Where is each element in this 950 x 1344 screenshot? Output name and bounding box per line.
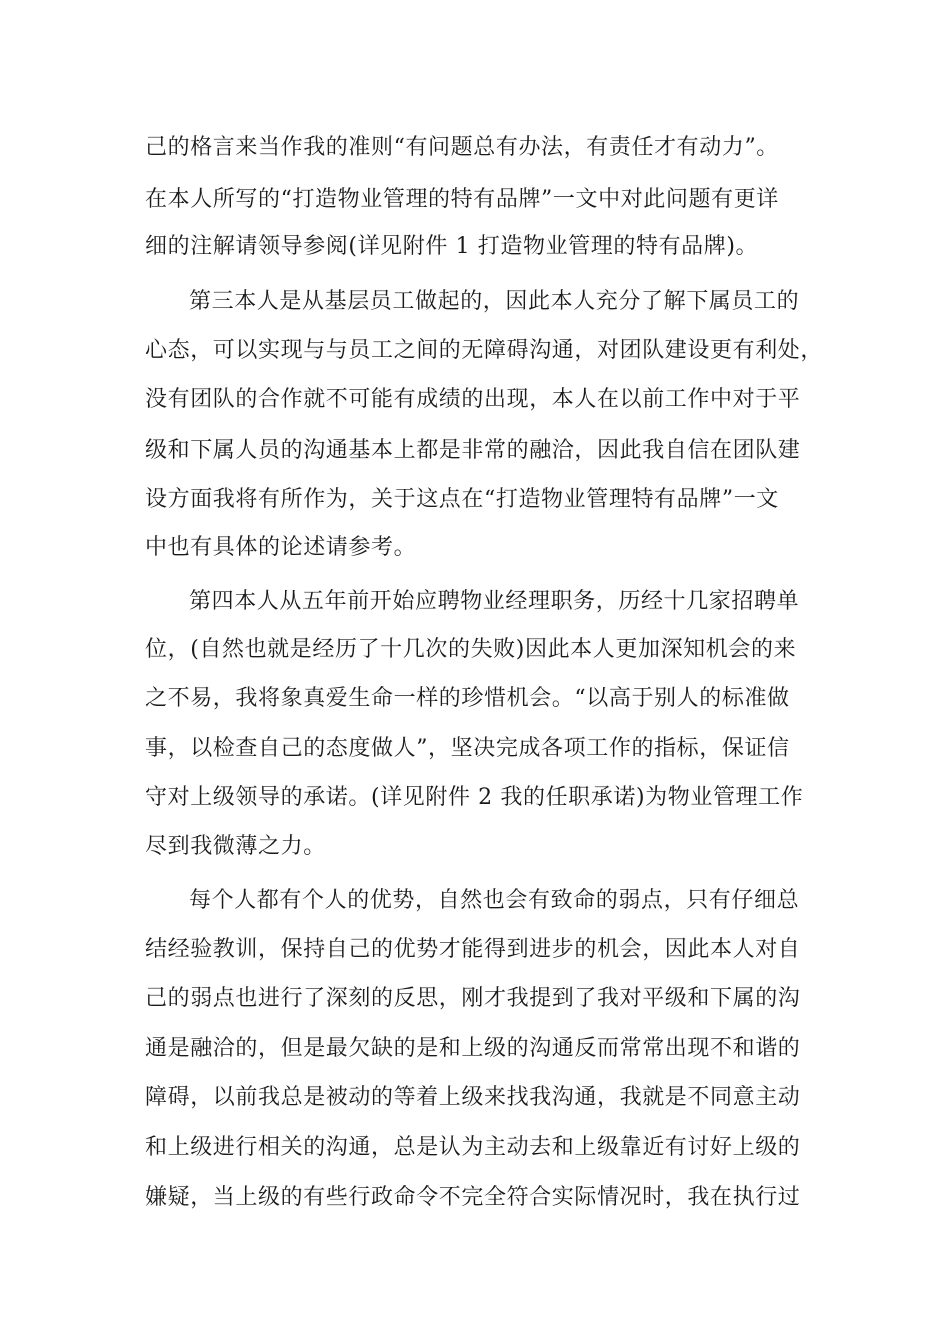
text-line-19: 通是融洽的，但是最欠缺的是和上级的沟通反而常常出现不和谐的 bbox=[145, 1036, 801, 1061]
text-line-9: 中也有具体的论述请参考。 bbox=[145, 535, 417, 560]
text-line-3: 细的注解请领导参阅(详见附件 1 打造物业管理的特有品牌)。 bbox=[145, 234, 759, 259]
text-line-15: 尽到我微薄之力。 bbox=[145, 834, 326, 859]
text-line-22: 嫌疑，当上级的有些行政命令不完全符合实际情况时，我在执行过 bbox=[145, 1185, 801, 1210]
text-line-11: 位，(自然也就是经历了十几次的失败)因此本人更加深知机会的来 bbox=[145, 637, 797, 662]
paragraph-5-start: 每个人都有个人的优势，自然也会有致命的弱点，只有仔细总 bbox=[189, 888, 800, 913]
text-line-18: 己的弱点也进行了深刻的反思，刚才我提到了我对平级和下属的沟 bbox=[145, 986, 801, 1011]
text-line-12: 之不易，我将象真爱生命一样的珍惜机会。“以高于别人的标准做 bbox=[145, 686, 790, 711]
text-line-8: 设方面我将有所作为，关于这点在“打造物业管理特有品牌”一文 bbox=[145, 487, 779, 512]
text-line-13: 事，以检查自己的态度做人”，坚决完成各项工作的指标，保证信 bbox=[145, 736, 790, 761]
text-line-20: 障碍，以前我总是被动的等着上级来找我沟通，我就是不同意主动 bbox=[145, 1085, 801, 1110]
text-line-2: 在本人所写的“打造物业管理的特有品牌”一文中对此问题有更详 bbox=[145, 187, 779, 212]
text-line-14: 守对上级领导的承诺。(详见附件 2 我的任职承诺)为物业管理工作 bbox=[145, 785, 804, 810]
text-line-7: 级和下属人员的沟通基本上都是非常的融洽，因此我自信在团队建 bbox=[145, 438, 801, 463]
text-line-17: 结经验教训，保持自己的优势才能得到进步的机会，因此本人对自 bbox=[145, 937, 801, 962]
text-line-1: 己的格言来当作我的准则“有问题总有办法，有责任才有动力”。 bbox=[145, 135, 779, 160]
text-line-5: 心态，可以实现与与员工之间的无障碍沟通，对团队建设更有利处， bbox=[145, 338, 824, 363]
text-line-21: 和上级进行相关的沟通，总是认为主动去和上级靠近有讨好上级的 bbox=[145, 1135, 801, 1160]
text-line-6: 没有团队的合作就不可能有成绩的出现，本人在以前工作中对于平 bbox=[145, 387, 801, 412]
paragraph-3-start: 第三本人是从基层员工做起的，因此本人充分了解下属员工的 bbox=[189, 289, 800, 314]
paragraph-4-start: 第四本人从五年前开始应聘物业经理职务，历经十几家招聘单 bbox=[189, 589, 800, 614]
